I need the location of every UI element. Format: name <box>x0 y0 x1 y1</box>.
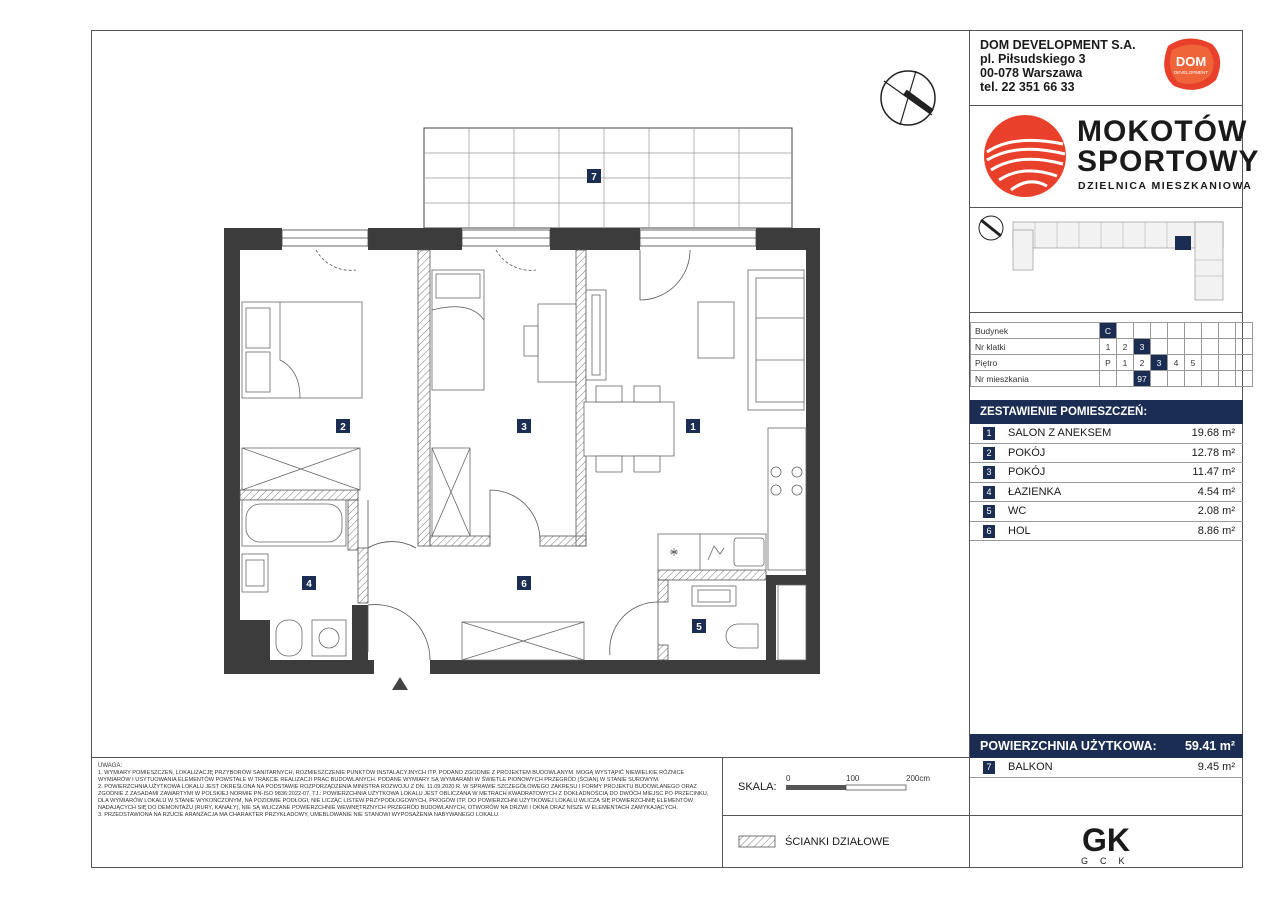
room-area: 8.86 m² <box>1197 524 1235 537</box>
cell: 3 <box>1151 355 1168 371</box>
row-label: Nr klatki <box>971 339 1100 355</box>
cell: 4 <box>1168 355 1185 371</box>
room-area: 4.54 m² <box>1197 485 1235 498</box>
room-number: 1 <box>983 427 995 440</box>
mokotow-sportowy-logo-mark <box>983 114 1067 198</box>
company-name: DOM DEVELOPMENT S.A. <box>980 38 1136 52</box>
cell <box>1134 323 1151 339</box>
scale-tick-100: 100 <box>846 774 860 783</box>
cell <box>1202 339 1219 355</box>
cell <box>1168 371 1185 387</box>
room-area: 19.68 m² <box>1191 427 1235 439</box>
key-plan-north-icon <box>979 216 1003 240</box>
plan-label-1: 1 <box>690 422 696 433</box>
cell <box>1100 371 1117 387</box>
row-label: Nr mieszkania <box>971 371 1100 387</box>
cell <box>1219 371 1236 387</box>
gck-mark: GK <box>1082 822 1130 858</box>
cell <box>1117 323 1134 339</box>
project-title <box>1077 117 1259 177</box>
cell: 5 <box>1185 355 1202 371</box>
cell: C <box>1100 323 1117 339</box>
company-street: pl. Piłsudskiego 3 <box>980 52 1086 66</box>
scale-label: SKALA: <box>738 781 777 793</box>
cell <box>1168 323 1185 339</box>
balcony-number: 7 <box>983 761 995 774</box>
scale-bar <box>784 772 954 796</box>
cell <box>1236 323 1253 339</box>
plan-label-4: 4 <box>306 579 312 590</box>
notes-heading: UWAGA: <box>98 763 123 769</box>
scale-tick-200: 200cm <box>906 774 931 783</box>
cell: 2 <box>1117 339 1134 355</box>
balcony-area: 9.45 m² <box>1197 761 1235 773</box>
list-item <box>970 522 1243 542</box>
rooms-header: ZESTAWIENIE POMIESZCZEŃ: <box>970 400 1243 424</box>
balcony-name: BALKON <box>1008 761 1053 773</box>
cell <box>1151 323 1168 339</box>
plan-label-7: 7 <box>591 172 597 183</box>
entrance-arrow-icon <box>392 677 408 690</box>
cell <box>1219 339 1236 355</box>
list-item <box>970 502 1243 522</box>
divider-company <box>970 105 1243 106</box>
gck-letters: GCK <box>1081 856 1137 866</box>
scale-tick-0: 0 <box>786 774 791 783</box>
list-item <box>970 424 1243 444</box>
cell <box>1185 339 1202 355</box>
note-item: 3. PRZEDSTAWIONA NA RZUCIE ARANŻACJA MA CHARAKTER PRZYKŁADOWY, UMEBLOWANIE NIE STANOWI WYPOSAŻENIA NABYWANEGO LOKALU. <box>98 812 500 818</box>
site-key-plan <box>975 210 1240 310</box>
list-item <box>970 444 1243 464</box>
company-phone: tel. 22 351 66 33 <box>980 80 1075 94</box>
project-title-line1: MOKOTÓW <box>1077 115 1248 148</box>
cell: P <box>1100 355 1117 371</box>
plan-label-2: 2 <box>340 422 346 433</box>
cell <box>1185 371 1202 387</box>
table-row-klatka <box>971 339 1253 355</box>
cell: 1 <box>1100 339 1117 355</box>
cell: 1 <box>1117 355 1134 371</box>
rooms-list <box>970 424 1243 541</box>
row-label: Piętro <box>971 355 1100 371</box>
plan-label-5: 5 <box>696 622 702 633</box>
row-label: Budynek <box>971 323 1100 339</box>
table-row-mieszkanie <box>971 371 1253 387</box>
building-info-table <box>970 322 1253 387</box>
plan-label-3: 3 <box>521 422 527 433</box>
room-area: 12.78 m² <box>1191 446 1235 459</box>
cell <box>1219 355 1236 371</box>
partition-wall-legend-icon <box>738 834 778 850</box>
total-area <box>970 734 1243 758</box>
cell <box>1185 323 1202 339</box>
cell: 3 <box>1134 339 1151 355</box>
note-item: 2. POWIERZCHNIA UŻYTKOWA LOKALU JEST OKREŚLONA NA PODSTAWIE ROZPORZĄDZENIA MINISTRA ROZWOJU Z DN. 11.09.2020 R. W SPRAWIE SZCZEGÓŁOWEGO ZAKRESU I FORMY PROJEKTU BUDOWLANEGO ORAZ ZGODNIE Z ZASADAMI ZAWARTYMI W POLSKIEJ NORMIE PN-ISO 9836:2022-07, TJ.: POWIERZCHNIA UŻYTKOWA LOKALU JEST OBLICZANA W METRACH KWADRATOWYCH Z DOKŁADNOŚCIĄ DO DWÓCH MIEJSC PO PRZECINKU, DLA WYMIARÓW LOKALU W STANIE WYKOŃCZONYM, NA POZIOMIE PODŁOGI, NIE LICZĄC LISTEW PRZYPODŁOGOWYCH, PROGÓW ITP. DO POWIERZCHNI UŻYTKOWEJ LOKALU WLICZA SIĘ POWIERZCHNIĘ ELEMENTÓW NADAJĄCYCH SIĘ DO DEMONTAŻU (RURY, KANAŁY), NIE SĄ WLICZANE POWIERZCHNIE WEWNĘTRZNYCH PRZEGRÓD BUDOWLANYCH, OTWORÓW NA DRZWI I OKNA ORAZ NISZE W ELEMENTACH ZAMYKAJĄCYCH. <box>98 784 709 811</box>
table-row-budynek <box>971 323 1253 339</box>
north-arrow-icon <box>881 71 935 125</box>
room-name: POKÓJ <box>1008 446 1046 459</box>
dom-logo-subtext: DEVELOPMENT <box>1173 70 1209 75</box>
cell <box>1219 323 1236 339</box>
room-name: SALON Z ANEKSEM <box>1008 427 1112 439</box>
cell <box>1168 339 1185 355</box>
divider-scale-legend <box>723 815 969 816</box>
cell <box>1202 371 1219 387</box>
cell <box>1236 355 1253 371</box>
company-city: 00-078 Warszawa <box>980 66 1083 80</box>
cell <box>1151 339 1168 355</box>
room-number: 6 <box>983 525 995 538</box>
balcony <box>424 128 792 228</box>
company-info <box>980 38 1136 94</box>
cell <box>1151 371 1168 387</box>
cell <box>1236 371 1253 387</box>
floor-plan <box>92 31 969 757</box>
room-area: 11.47 m² <box>1192 466 1235 478</box>
list-item <box>970 463 1243 483</box>
cell: 2 <box>1134 355 1151 371</box>
cell <box>1202 323 1219 339</box>
cell <box>1236 339 1253 355</box>
divider-notes-scale <box>722 758 723 867</box>
note-item: 1. WYMIARY POMIESZCZEŃ, LOKALIZACJĘ PRZYBORÓW SANITARNYCH, ROZMIESZCZENIE PUNKTÓW INSTALACYJNYCH ITP. PODANO ZGODNIE Z PROJEKTEM BUDOWLANYM. MOGĄ WYSTĄPIĆ NIEWIELKIE RÓŻNICE WYMIARÓW I USYTUOWANIA ELEMENTÓW POWSTAŁE W TRAKCIE REALIZACJI PRAC BUDOWLANYCH. PODANE WYMIARY SĄ WYMIARAMI W ŚWIETLE PIONOWYCH PRZEGRÓD (ŚCIAN) W STANIE SUROWYM. <box>98 770 685 783</box>
room-name: ŁAZIENKA <box>1008 485 1062 498</box>
room-name: HOL <box>1008 524 1031 537</box>
room-name: POKÓJ <box>1008 466 1046 478</box>
divider-notes <box>92 757 969 758</box>
balcony-row <box>970 758 1243 778</box>
divider-minimap <box>970 312 1243 313</box>
total-area-label: POWIERZCHNIA UŻYTKOWA: <box>980 739 1157 753</box>
divider-project <box>970 207 1243 208</box>
table-row-pietro <box>971 355 1253 371</box>
notes <box>98 763 718 819</box>
room-number: 5 <box>983 505 995 518</box>
room-area: 2.08 m² <box>1197 505 1235 517</box>
room-number: 2 <box>983 447 995 460</box>
project-subtitle: DZIELNICA MIESZKANIOWA <box>1078 180 1253 192</box>
list-item <box>970 483 1243 503</box>
room-name: WC <box>1008 505 1027 517</box>
project-title-line2: SPORTOWY <box>1077 145 1260 178</box>
total-area-value: 59.41 m² <box>1184 739 1235 753</box>
dom-logo-text: DOM <box>1175 54 1207 69</box>
room-number: 3 <box>983 466 995 479</box>
dom-development-logo <box>1158 36 1224 92</box>
cell: 97 <box>1134 371 1151 387</box>
room-number: 4 <box>983 486 995 499</box>
cell <box>1117 371 1134 387</box>
legend-label: ŚCIANKI DZIAŁOWE <box>785 836 890 848</box>
cell <box>1202 355 1219 371</box>
plan-label-6: 6 <box>521 579 527 590</box>
